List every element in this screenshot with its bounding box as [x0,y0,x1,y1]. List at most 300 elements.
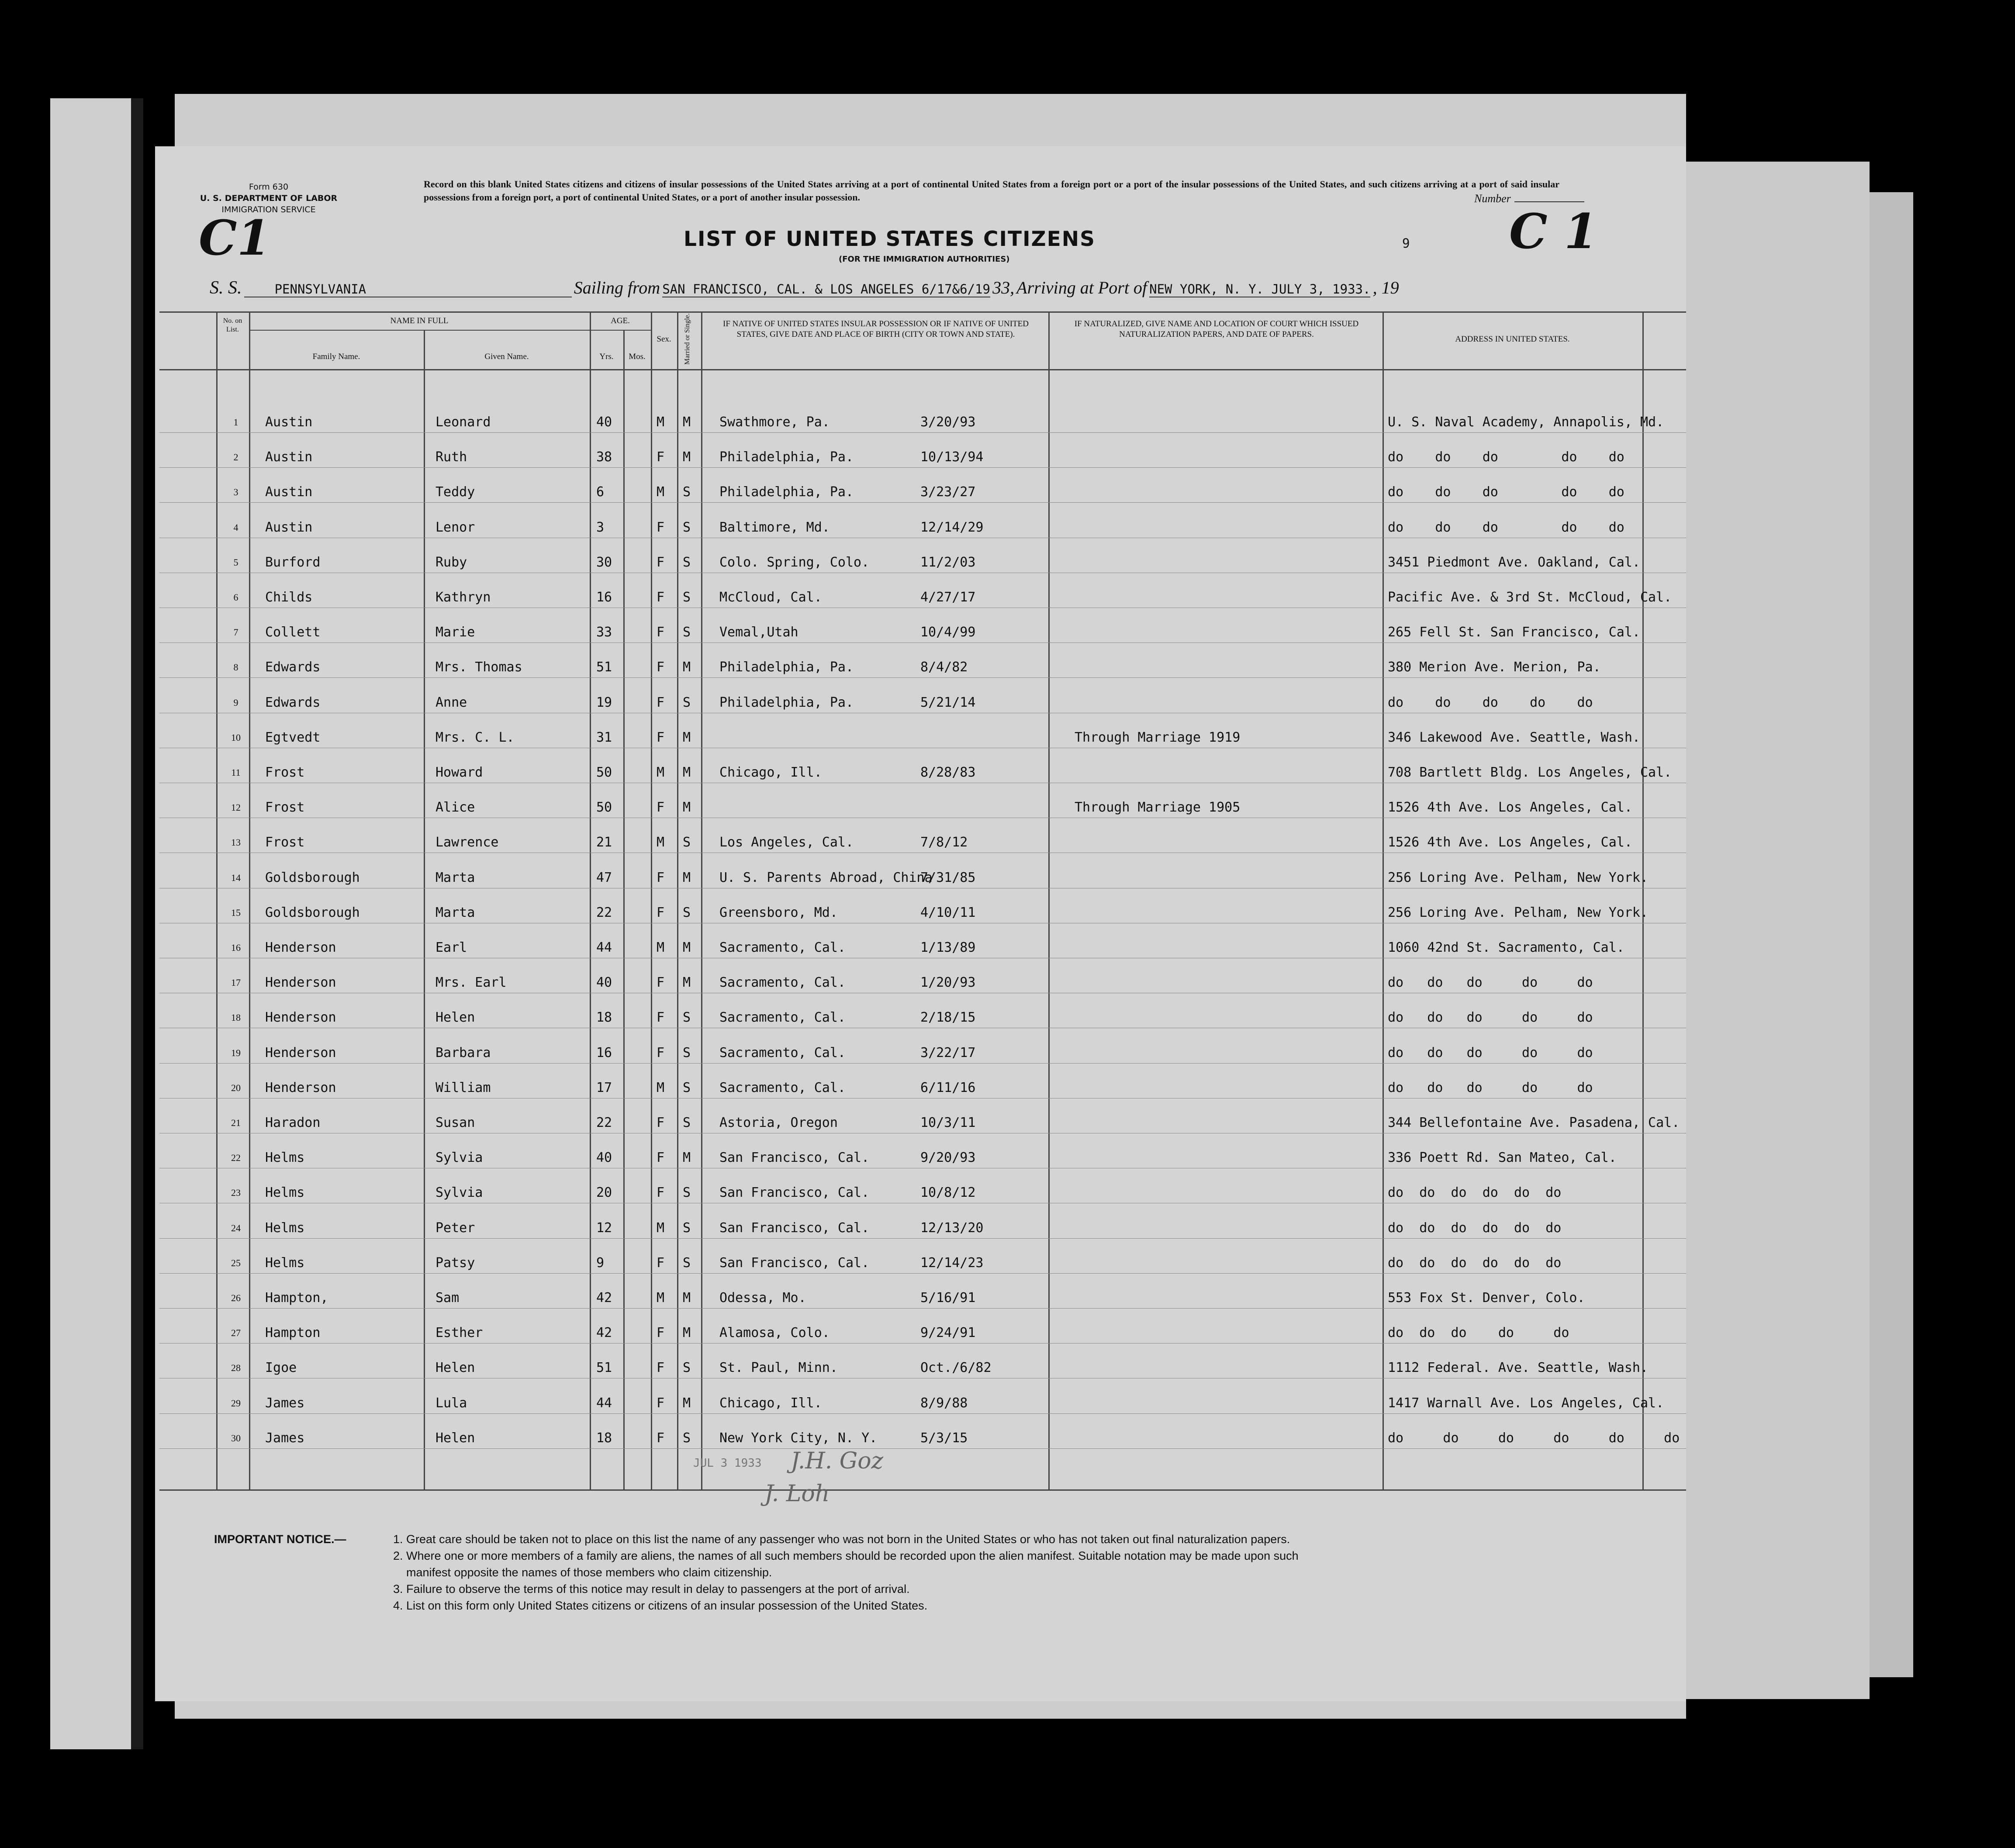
marital-status: M [683,415,691,430]
birth-place: Philadelphia, Pa. [719,660,854,675]
birth-place: San Francisco, Cal. [719,1255,870,1271]
given-name: Mrs. Thomas [435,660,522,675]
voyage-line [210,277,1399,298]
column-divider [424,330,425,1489]
background-sheet-left [50,98,138,1749]
age: 38 [596,449,612,465]
birth-place: San Francisco, Cal. [719,1150,870,1165]
family-name: Hampton [265,1325,321,1340]
family-name: Henderson [265,1045,336,1060]
row-number: 18 [231,1012,241,1023]
notice-item: 2. Where one or more members of a family are aliens, the names of all such members should be recorded upon the alien manifest. Suitable notation may be made upon such [393,1549,1299,1562]
family-name: Helms [265,1185,305,1200]
record-instructions: Record on this blank United States citizens and citizens of insular possessions of the United States arriving at a port of continental United States from a foreign port or a port of the insular possessions of the United States, and such citizens arriving at a port of said insular possessions from a foreign port, a port of continental United States, or a port of another insular possession. [424,179,1559,203]
row-number: 19 [231,1047,241,1058]
birth-date: 8/4/82 [920,660,968,675]
row-rule [159,432,1686,433]
marital-status: M [683,1150,691,1165]
col-header-married-single: Married or Single. [684,313,691,365]
address: 553 Fox St. Denver, Colo. [1388,1290,1585,1306]
sex: F [657,1115,665,1130]
family-name: Burford [265,555,321,570]
sex: F [657,449,665,465]
sex: M [657,835,665,850]
family-name: Haradon [265,1115,321,1130]
col-header-given-name: Given Name. [484,352,529,361]
given-name: Teddy [435,484,475,500]
col-header-age: AGE. [611,316,630,325]
given-name: Marta [435,870,475,885]
birth-date: 3/20/93 [920,415,976,430]
row-number: 22 [231,1152,241,1163]
birth-place: Philadelphia, Pa. [719,484,854,500]
family-name: Helms [265,1255,305,1271]
birth-date: 5/16/91 [920,1290,976,1306]
age: 50 [596,800,612,815]
family-name: Austin [265,449,313,465]
given-name: Esther [435,1325,483,1340]
birth-date: 7/31/85 [920,870,976,885]
given-name: Mrs. C. L. [435,730,515,745]
sailing-from: SAN FRANCISCO, CAL. & LOS ANGELES 6/17&6/19 [662,282,990,297]
row-rule [159,642,1686,643]
family-name: Helms [265,1150,305,1165]
marital-status: S [683,1045,691,1060]
marital-status: S [683,1185,691,1200]
address: do do do do do [1388,975,1593,990]
notice-item: 1. Great care should be taken not to place on this list the name of any passenger who was not born in the United States or who has not taken out final naturalization papers. [393,1533,1290,1546]
given-name: Sylvia [435,1150,483,1165]
given-name: Susan [435,1115,475,1130]
family-name: James [265,1430,305,1446]
family-name: Igoe [265,1360,297,1375]
family-name: James [265,1395,305,1411]
age: 9 [596,1255,605,1271]
family-name: Henderson [265,940,336,955]
birth-date: 2/18/15 [920,1010,976,1025]
row-number: 16 [231,942,241,953]
family-name: Hampton, [265,1290,328,1306]
row-number: 28 [231,1362,241,1373]
naturalization: Through Marriage 1905 [1075,800,1241,815]
col-header-birth: IF NATIVE OF UNITED STATES INSULAR POSSESSION OR IF NATIVE OF UNITED STATES, GIVE DATE AND PLACE OF BIRTH (CITY OR TOWN AND STATE). [723,319,1029,339]
row-rule [159,502,1686,503]
column-divider [651,311,652,1489]
sex: M [657,765,665,780]
row-rule [159,1413,1686,1414]
sex: M [657,415,665,430]
age: 22 [596,1115,612,1130]
birth-place: Philadelphia, Pa. [719,449,854,465]
given-name: William [435,1080,491,1095]
birth-date: 5/3/15 [920,1430,968,1446]
birth-date: 10/4/99 [920,625,976,640]
table-header-rule [159,369,1686,370]
marital-status: M [683,765,691,780]
birth-place: San Francisco, Cal. [719,1185,870,1200]
row-number: 21 [231,1117,241,1128]
sex: F [657,1255,665,1271]
address: do do do do do do [1388,1430,1680,1446]
row-number: 6 [233,592,238,603]
birth-place: Sacramento, Cal. [719,1080,846,1095]
sex: M [657,1080,665,1095]
given-name: Helen [435,1360,475,1375]
sheet-number: 9 [1402,236,1410,251]
row-number: 12 [231,802,241,813]
ss-label: S. S. [210,278,242,298]
number-label: Number [1474,192,1584,205]
sex: F [657,905,665,920]
marital-status: M [683,1290,691,1306]
birth-place: Greensboro, Md. [719,905,838,920]
page-subtitle: (FOR THE IMMIGRATION AUTHORITIES) [839,255,1010,264]
sex: F [657,800,665,815]
row-number: 25 [231,1257,241,1268]
address: do do do do do [1388,1325,1569,1340]
address: do do do do do [1388,1080,1593,1095]
sex: F [657,520,665,535]
row-number: 14 [231,872,241,883]
marital-status: S [683,1430,691,1446]
birth-place: Colo. Spring, Colo. [719,555,870,570]
given-name: Ruby [435,555,467,570]
age: 51 [596,1360,612,1375]
column-divider [216,311,218,1489]
row-number: 9 [233,697,238,708]
address: 380 Merion Ave. Merion, Pa. [1388,660,1601,675]
sex: F [657,975,665,990]
age: 21 [596,835,612,850]
birth-date: 10/13/94 [920,449,984,465]
address: 346 Lakewood Ave. Seattle, Wash. [1388,730,1640,745]
age: 12 [596,1220,612,1236]
age: 40 [596,415,612,430]
handwritten-mark-left: C1 [199,210,271,266]
birth-place: Baltimore, Md. [719,520,830,535]
sex: F [657,870,665,885]
sex: M [657,1220,665,1236]
birth-date: 6/11/16 [920,1080,976,1095]
given-name: Lawrence [435,835,499,850]
birth-date: 12/13/20 [920,1220,984,1236]
family-name: Henderson [265,1080,336,1095]
row-number: 23 [231,1187,241,1198]
form-dept: U. S. DEPARTMENT OF LABOR [200,193,338,203]
birth-date: 9/24/91 [920,1325,976,1340]
row-rule [159,1343,1686,1344]
col-header-yrs: Yrs. [599,352,614,361]
sex: F [657,695,665,710]
notice-item: 3. Failure to observe the terms of this notice may result in delay to passengers at the port of arrival. [393,1582,910,1596]
address: 1112 Federal. Ave. Seattle, Wash. [1388,1360,1649,1375]
marital-status: M [683,1395,691,1411]
column-divider [249,311,250,1489]
family-name: Edwards [265,660,321,675]
col-header-address: ADDRESS IN UNITED STATES. [1455,335,1570,344]
ship-name: PENNSYLVANIA [244,282,572,297]
age: 6 [596,484,605,500]
background-sheet-edge [131,98,143,1749]
row-number: 17 [231,977,241,988]
age: 42 [596,1325,612,1340]
sex: F [657,1360,665,1375]
sex: M [657,1290,665,1306]
age: 20 [596,1185,612,1200]
given-name: Kathryn [435,590,491,605]
birth-place: U. S. Parents Abroad, China [719,870,933,885]
birth-place: Chicago, Ill. [719,1395,822,1411]
birth-place: Astoria, Oregon [719,1115,838,1130]
row-rule [159,1308,1686,1309]
age: 22 [596,905,612,920]
given-name: Howard [435,765,483,780]
sex: F [657,1150,665,1165]
sex: F [657,1010,665,1025]
notice-item: 4. List on this form only United States citizens or citizens of an insular possession of the United States. [393,1599,928,1612]
row-rule [159,1448,1686,1449]
row-number: 4 [233,522,238,533]
column-divider [1642,311,1644,1489]
row-number: 26 [231,1292,241,1303]
birth-date: 3/22/17 [920,1045,976,1060]
background-sheet-right [1686,162,1870,1699]
address: do do do do do [1388,449,1624,465]
birth-date: 5/21/14 [920,695,976,710]
row-rule [159,467,1686,468]
handwritten-mark-right: C 1 [1509,203,1598,259]
birth-date: 10/8/12 [920,1185,976,1200]
col-header-mos: Mos. [629,352,646,361]
birth-place: San Francisco, Cal. [719,1220,870,1236]
column-divider [623,330,625,1489]
address: 1060 42nd St. Sacramento, Cal. [1388,940,1624,955]
marital-status: S [683,1220,691,1236]
family-name: Henderson [265,1010,336,1025]
birth-date: 12/14/29 [920,520,984,535]
age: 42 [596,1290,612,1306]
sex: F [657,1430,665,1446]
marital-status: M [683,730,691,745]
address: 3451 Piedmont Ave. Oakland, Cal. [1388,555,1640,570]
notice-label: IMPORTANT NOTICE.— [214,1533,346,1546]
marital-status: S [683,1010,691,1025]
row-number: 1 [233,417,238,428]
birth-date: 1/13/89 [920,940,976,955]
address: do do do do do do [1388,1220,1562,1236]
age: 44 [596,940,612,955]
given-name: Anne [435,695,467,710]
birth-date: Oct./6/82 [920,1360,992,1375]
sex: F [657,590,665,605]
naturalization: Through Marriage 1919 [1075,730,1241,745]
given-name: Alice [435,800,475,815]
marital-status: M [683,975,691,990]
birth-date: 12/14/23 [920,1255,984,1271]
given-name: Helen [435,1430,475,1446]
marital-status: S [683,1080,691,1095]
marital-status: S [683,1360,691,1375]
table-bottom-rule [159,1489,1686,1491]
family-name: Helms [265,1220,305,1236]
row-number: 11 [231,767,241,778]
marital-status: S [683,625,691,640]
birth-place: Vemal,Utah [719,625,798,640]
given-name: Marta [435,905,475,920]
address: 256 Loring Ave. Pelham, New York. [1388,870,1649,885]
sex: M [657,940,665,955]
row-number: 5 [233,557,238,568]
birth-place: Sacramento, Cal. [719,1010,846,1025]
address: do do do do do do [1388,1255,1562,1271]
birth-date: 4/27/17 [920,590,976,605]
row-number: 7 [233,627,238,638]
col-header-no: No. on List. [223,317,242,333]
marital-status: S [683,590,691,605]
given-name: Patsy [435,1255,475,1271]
birth-place: Los Angeles, Cal. [719,835,854,850]
arrival-date-stamp: JUL 3 1933 [693,1457,762,1470]
family-name: Goldsborough [265,905,360,920]
sex: M [657,484,665,500]
form-number: Form 630 [249,182,289,192]
age: 40 [596,1150,612,1165]
year-end: , 19 [1372,278,1399,297]
family-name: Frost [265,800,305,815]
sex: F [657,625,665,640]
address: 1526 4th Ave. Los Angeles, Cal. [1388,835,1632,850]
sex: F [657,555,665,570]
marital-status: S [683,484,691,500]
address: 1526 4th Ave. Los Angeles, Cal. [1388,800,1632,815]
row-number: 24 [231,1223,241,1233]
row-number: 8 [233,662,238,673]
row-number: 15 [231,907,241,918]
row-rule [159,1273,1686,1274]
address: 708 Bartlett Bldg. Los Angeles, Cal. [1388,765,1672,780]
family-name: Austin [265,484,313,500]
sex: F [657,730,665,745]
year-suffix: 33, [992,278,1015,297]
sex: F [657,1395,665,1411]
given-name: Mrs. Earl [435,975,507,990]
family-name: Goldsborough [265,870,360,885]
sex: F [657,1185,665,1200]
address: 336 Poett Rd. San Mateo, Cal. [1388,1150,1617,1165]
marital-status: M [683,940,691,955]
birth-date: 3/23/27 [920,484,976,500]
address: 344 Bellefontaine Ave. Pasadena, Cal. [1388,1115,1680,1130]
age: 17 [596,1080,612,1095]
birth-date: 9/20/93 [920,1150,976,1165]
sailing-label: Sailing from [574,278,660,297]
manifest-page [155,146,1686,1701]
sex: F [657,660,665,675]
family-name: Austin [265,520,313,535]
family-name: Collett [265,625,321,640]
inspector-initials: J. Loh [764,1481,830,1507]
given-name: Sam [435,1290,460,1306]
address: do do do do do [1388,484,1624,500]
background-sheet-right-edge [1870,192,1913,1677]
birth-date: 10/3/11 [920,1115,976,1130]
column-divider [1383,311,1384,1489]
age: 19 [596,695,612,710]
age: 3 [596,520,605,535]
age: 44 [596,1395,612,1411]
inspector-signature: J.H. Goz [791,1448,883,1474]
column-divider [701,311,702,1489]
family-name: Austin [265,415,313,430]
age: 51 [596,660,612,675]
row-number: 2 [233,452,238,463]
arriving-label: Arriving at Port of [1016,278,1147,297]
age: 18 [596,1430,612,1446]
birth-place: New York City, N. Y. [719,1430,878,1446]
family-name: Frost [265,765,305,780]
given-name: Helen [435,1010,475,1025]
address: do do do do do do [1388,1185,1562,1200]
column-divider [590,311,591,1489]
age: 30 [596,555,612,570]
marital-status: M [683,1325,691,1340]
address: 265 Fell St. San Francisco, Cal. [1388,625,1640,640]
col-header-naturalized: IF NATURALIZED, GIVE NAME AND LOCATION OF COURT WHICH ISSUED NATURALIZATION PAPERS, AND DATE OF PAPERS. [1074,319,1359,339]
marital-status: S [683,835,691,850]
given-name: Peter [435,1220,475,1236]
notice-item: manifest opposite the names of those members who claim citizenship. [406,1566,772,1579]
marital-status: M [683,660,691,675]
row-number: 10 [231,732,241,743]
col-header-sex: Sex. [657,335,671,344]
birth-date: 11/2/03 [920,555,976,570]
row-number: 13 [231,837,241,848]
row-number: 20 [231,1082,241,1093]
marital-status: S [683,1255,691,1271]
page-title: LIST OF UNITED STATES CITIZENS [684,227,1096,251]
given-name: Marie [435,625,475,640]
address: 256 Loring Ave. Pelham, New York. [1388,905,1649,920]
marital-status: S [683,695,691,710]
row-number: 30 [231,1433,241,1444]
family-name: Childs [265,590,313,605]
birth-date: 4/10/11 [920,905,976,920]
birth-place: Sacramento, Cal. [719,940,846,955]
birth-place: Chicago, Ill. [719,765,822,780]
notice-items [393,1531,1299,1614]
given-name: Lula [435,1395,467,1411]
family-name: Edwards [265,695,321,710]
marital-status: M [683,870,691,885]
family-name: Egtvedt [265,730,321,745]
sex: F [657,1045,665,1060]
row-rule [159,677,1686,678]
marital-status: S [683,520,691,535]
birth-date: 7/8/12 [920,835,968,850]
given-name: Leonard [435,415,491,430]
address: do do do do do [1388,520,1624,535]
col-header-name-in-full: NAME IN FULL [390,316,449,325]
birth-date: 1/20/93 [920,975,976,990]
birth-date: 8/28/83 [920,765,976,780]
address: 1417 Warnall Ave. Los Angeles, Cal. [1388,1395,1664,1411]
given-name: Ruth [435,449,467,465]
column-divider [1048,311,1050,1489]
given-name: Barbara [435,1045,491,1060]
address: do do do do do [1388,1045,1593,1060]
table-top-rule [159,311,1686,313]
address: U. S. Naval Academy, Annapolis, Md. [1388,415,1664,430]
